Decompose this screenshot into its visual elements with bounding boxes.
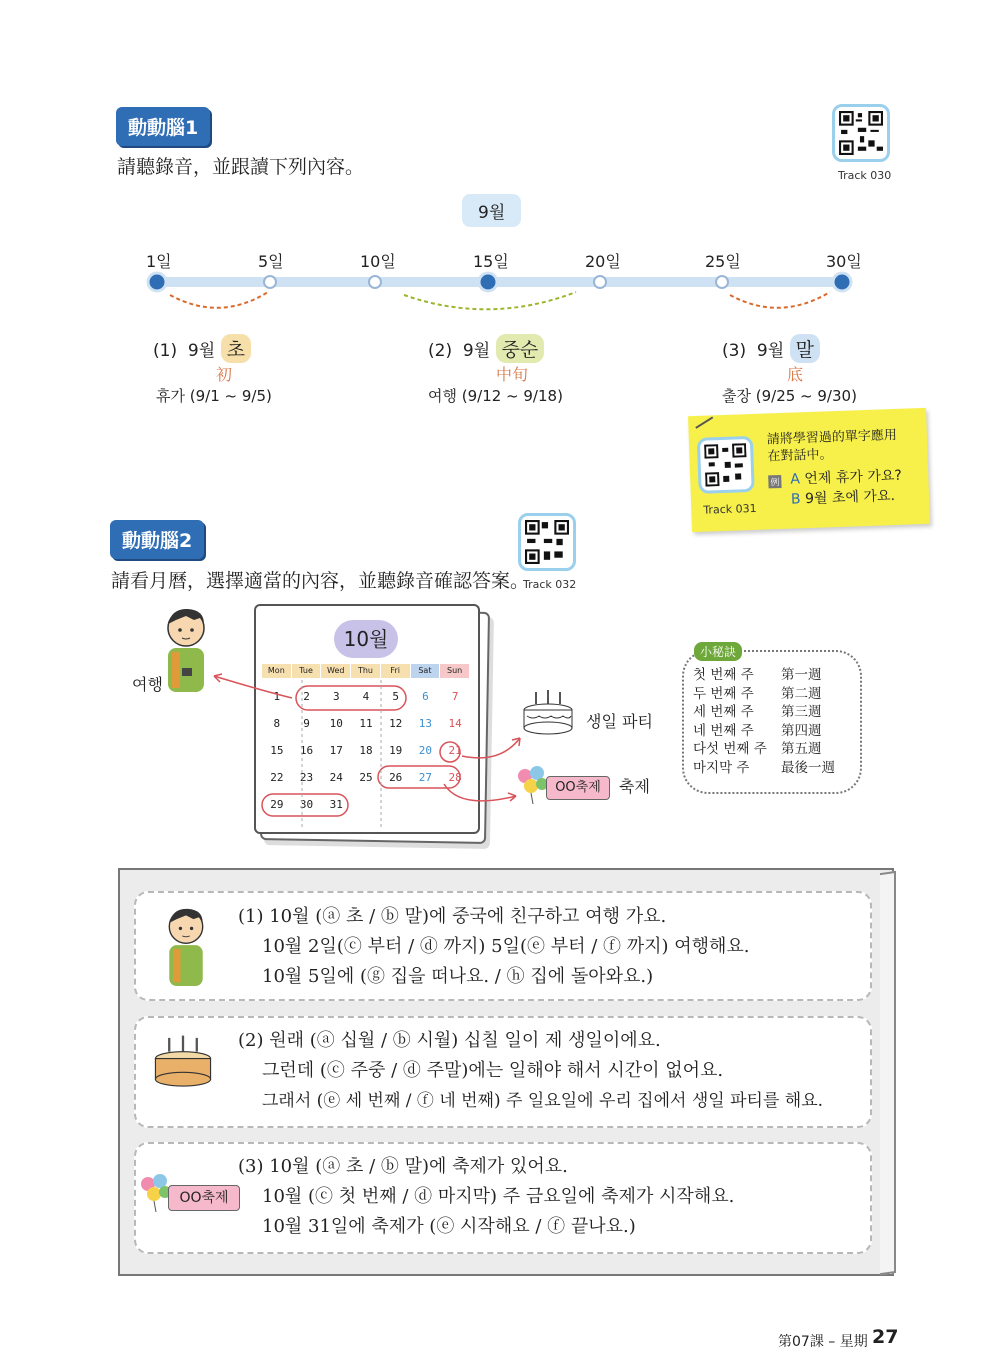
note-text-line2: 在對話中。 bbox=[767, 447, 833, 465]
calendar-day-15: 15 bbox=[270, 744, 284, 757]
calendar-day-27: 27 bbox=[418, 771, 433, 784]
zh-mid: 中旬 bbox=[496, 365, 529, 384]
calendar-day-31: 31 bbox=[329, 798, 343, 811]
page-number: 27 bbox=[872, 1326, 899, 1348]
zh-early: 初 bbox=[216, 365, 233, 384]
track-031-label: Track 031 bbox=[703, 501, 757, 517]
timeline-dot-10일 bbox=[369, 276, 381, 288]
item-num: (1) bbox=[153, 341, 178, 361]
birthday-cake-icon bbox=[521, 690, 575, 736]
arrow-trip bbox=[214, 676, 292, 698]
calendar-title: 10월 bbox=[334, 620, 398, 658]
example-early: 휴가 (9/1 ~ 9/5) bbox=[156, 387, 272, 405]
example-mark: 例 bbox=[768, 475, 781, 488]
line-b: 9월 초에 가요. bbox=[804, 488, 896, 508]
track-030-label: Track 030 bbox=[838, 169, 892, 182]
calendar-day-8: 8 bbox=[273, 717, 281, 730]
month-badge: 9월 bbox=[462, 194, 521, 227]
tip-row bbox=[693, 666, 835, 685]
day-label-30: 30일 bbox=[826, 252, 862, 271]
exercise-3-text bbox=[238, 1152, 734, 1242]
timeline-dot-1일 bbox=[148, 273, 166, 291]
calendar-day-23: 23 bbox=[299, 771, 314, 784]
note-pin-icon bbox=[695, 416, 713, 428]
traveler-icon bbox=[160, 904, 212, 990]
item-month: 9월 bbox=[462, 341, 491, 361]
qr-pattern-icon bbox=[839, 111, 883, 155]
timeline-dot-15일 bbox=[479, 273, 497, 291]
calendar-day-3: 3 bbox=[332, 690, 340, 703]
zh-late: 底 bbox=[787, 365, 804, 384]
day-label-15: 15일 bbox=[473, 252, 509, 271]
weekday-wed: Wed bbox=[321, 664, 350, 678]
item-mid bbox=[428, 334, 544, 363]
tip-korean: 네 번째 주 bbox=[693, 722, 754, 739]
sentence-line: 10월 5일에 (ⓖ 집을 떠나요. / ⓗ 집에 돌아와요.) bbox=[262, 966, 654, 987]
tip-row bbox=[693, 759, 835, 778]
qr-code-030-icon[interactable] bbox=[832, 104, 890, 162]
sentence-line: 그런데 (ⓒ 주중 / ⓓ 주말)에는 일해야 해서 시간이 없어요. bbox=[262, 1060, 724, 1081]
tip-korean: 마지막 주 bbox=[693, 759, 750, 776]
calendar-day-16: 16 bbox=[299, 744, 314, 757]
calendar-day-4: 4 bbox=[362, 690, 370, 703]
tip-chinese: 最後一週 bbox=[781, 759, 835, 776]
qr-code-032-icon[interactable] bbox=[518, 513, 576, 571]
tip-row bbox=[693, 703, 835, 722]
tip-chinese: 第五週 bbox=[781, 741, 822, 757]
item-late bbox=[722, 334, 820, 363]
label-trip: 여행 bbox=[132, 675, 163, 694]
weekday-tue: Tue bbox=[292, 664, 321, 678]
qr-pattern-icon bbox=[525, 520, 569, 564]
exercise-1-text bbox=[238, 902, 750, 992]
calendar-day-30: 30 bbox=[299, 798, 314, 811]
calendar-day-7: 7 bbox=[451, 690, 459, 703]
weekday-sun: Sun bbox=[440, 664, 469, 678]
tip-korean: 두 번째 주 bbox=[693, 685, 754, 702]
calendar-day-12: 12 bbox=[389, 717, 403, 730]
balloons-icon bbox=[138, 1172, 172, 1212]
calendar-day-13: 13 bbox=[418, 717, 433, 730]
sentence-line: (3) 10월 (ⓐ 초 / ⓑ 말)에 축제가 있어요. bbox=[238, 1156, 568, 1177]
tip-row bbox=[693, 740, 835, 759]
calendar-day-5: 5 bbox=[392, 690, 399, 703]
tip-chinese: 第四週 bbox=[781, 722, 822, 739]
sentence-line: (1) 10월 (ⓐ 초 / ⓑ 말)에 중국에 친구하고 여행 가요. bbox=[238, 906, 667, 927]
tip-chinese: 第一週 bbox=[781, 667, 822, 683]
tip-korean: 다섯 번째 주 bbox=[693, 741, 767, 757]
panel-page-edge bbox=[880, 871, 896, 1275]
timeline-bar bbox=[155, 277, 843, 287]
section2-tag: 動動腦2 bbox=[110, 520, 204, 559]
day-label-20: 20일 bbox=[585, 252, 621, 271]
calendar-day-10: 10 bbox=[329, 717, 343, 730]
example-mid: 여행 (9/12 ~ 9/18) bbox=[428, 387, 563, 405]
weekday-mon: Mon bbox=[262, 664, 291, 678]
sentence-line: 10월 (ⓒ 첫 번째 / ⓓ 마지막) 주 금요일에 축제가 시작해요. bbox=[262, 1186, 735, 1207]
track-032-label: Track 032 bbox=[523, 578, 577, 591]
festival-sign: OO축제 bbox=[546, 776, 610, 800]
tip-rows bbox=[693, 666, 835, 777]
dialog-b bbox=[791, 485, 896, 509]
calendar-day-9: 9 bbox=[303, 717, 310, 730]
word-chip: 중순 bbox=[496, 334, 545, 363]
birthday-cake-icon bbox=[152, 1034, 214, 1090]
arc-early bbox=[170, 292, 268, 308]
label-festival: 축제 bbox=[619, 777, 650, 796]
day-label-1: 1일 bbox=[146, 252, 172, 271]
footer-lesson: 第07課 – 星期 bbox=[778, 1334, 868, 1350]
item-num: (3) bbox=[722, 341, 747, 361]
section1-instruction: 請聽錄音，並跟讀下列內容。 bbox=[117, 156, 365, 178]
weekday-sat: Sat bbox=[411, 664, 440, 678]
item-num: (2) bbox=[428, 341, 453, 361]
calendar-day-17: 17 bbox=[329, 744, 343, 757]
note-text-line1: 請將學習過的單字應用 bbox=[766, 427, 898, 448]
calendar-day-29: 29 bbox=[270, 798, 284, 811]
day-label-5: 5일 bbox=[258, 252, 284, 271]
calendar-day-19: 19 bbox=[389, 744, 403, 757]
sentence-line: 10월 2일(ⓒ 부터 / ⓓ 까지) 5일(ⓔ 부터 / ⓕ 까지) 여행해요. bbox=[262, 936, 750, 957]
calendar-day-11: 11 bbox=[359, 717, 373, 730]
weekday-thu: Thu bbox=[351, 664, 380, 678]
qr-code-031-icon[interactable] bbox=[697, 436, 755, 494]
festival-sign: OO축제 bbox=[168, 1185, 240, 1211]
tip-row bbox=[693, 685, 835, 704]
tip-korean: 세 번째 주 bbox=[693, 704, 754, 720]
calendar-day-26: 26 bbox=[389, 771, 403, 784]
calendar-day-1: 1 bbox=[273, 690, 281, 703]
calendar-day-21: 21 bbox=[448, 744, 462, 757]
tip-chinese: 第三週 bbox=[781, 704, 822, 720]
sentence-line: 그래서 (ⓔ 세 번째 / ⓕ 네 번째) 주 일요일에 우리 집에서 생일 파티를 해요. bbox=[262, 1091, 824, 1111]
sticky-note bbox=[688, 408, 930, 532]
balloons-icon bbox=[515, 764, 549, 804]
tip-title: 小秘訣 bbox=[694, 642, 742, 661]
day-label-10: 10일 bbox=[360, 252, 396, 271]
arc-mid bbox=[404, 292, 576, 309]
calendar-arrows bbox=[200, 660, 540, 810]
calendar-day-14: 14 bbox=[448, 717, 462, 730]
timeline-dot-30일 bbox=[833, 273, 851, 291]
calendar-day-25: 25 bbox=[359, 771, 373, 784]
speaker-a: A bbox=[790, 471, 801, 488]
qr-pattern-icon bbox=[704, 443, 747, 486]
calendar-day-2: 2 bbox=[303, 690, 310, 703]
section1-tag: 動動腦1 bbox=[116, 107, 210, 146]
arc-late bbox=[730, 292, 830, 308]
timeline-dot-25일 bbox=[716, 276, 728, 288]
calendar-day-20: 20 bbox=[418, 744, 433, 757]
sentence-line: 10월 31일에 축제가 (ⓔ 시작해요 / ⓕ 끝나요.) bbox=[262, 1216, 636, 1237]
calendar-day-6: 6 bbox=[422, 690, 429, 703]
day-label-25: 25일 bbox=[705, 252, 741, 271]
label-party: 생일 파티 bbox=[586, 712, 653, 731]
sentence-line: (2) 원래 (ⓐ 십월 / ⓑ 시월) 십칠 일이 제 생일이에요. bbox=[238, 1030, 661, 1051]
section2-instruction: 請看月曆，選擇適當的內容，並聽錄音確認答案。 bbox=[111, 570, 530, 592]
word-chip: 초 bbox=[221, 334, 251, 363]
timeline-dot-20일 bbox=[594, 276, 606, 288]
calendar-day-22: 22 bbox=[270, 771, 284, 784]
item-month: 9월 bbox=[187, 341, 216, 361]
arrow-party bbox=[462, 738, 520, 758]
weekday-fri: Fri bbox=[381, 664, 410, 678]
calendar-day-18: 18 bbox=[359, 744, 373, 757]
arrow-festival bbox=[444, 784, 516, 801]
item-early bbox=[153, 334, 251, 363]
line-a: 언제 휴가 가요? bbox=[804, 467, 903, 488]
word-chip: 말 bbox=[790, 334, 820, 363]
tip-row bbox=[693, 722, 835, 741]
exercise-2-text bbox=[238, 1026, 823, 1116]
tip-chinese: 第二週 bbox=[781, 685, 822, 702]
timeline-dot-5일 bbox=[264, 276, 276, 288]
example-late: 출장 (9/25 ~ 9/30) bbox=[722, 387, 857, 405]
calendar-day-24: 24 bbox=[329, 771, 343, 784]
item-month: 9월 bbox=[756, 341, 785, 361]
tip-korean: 첫 번째 주 bbox=[693, 667, 754, 683]
note-text bbox=[767, 427, 898, 466]
speaker-b: B bbox=[790, 491, 801, 508]
calendar-day-28: 28 bbox=[448, 771, 462, 784]
